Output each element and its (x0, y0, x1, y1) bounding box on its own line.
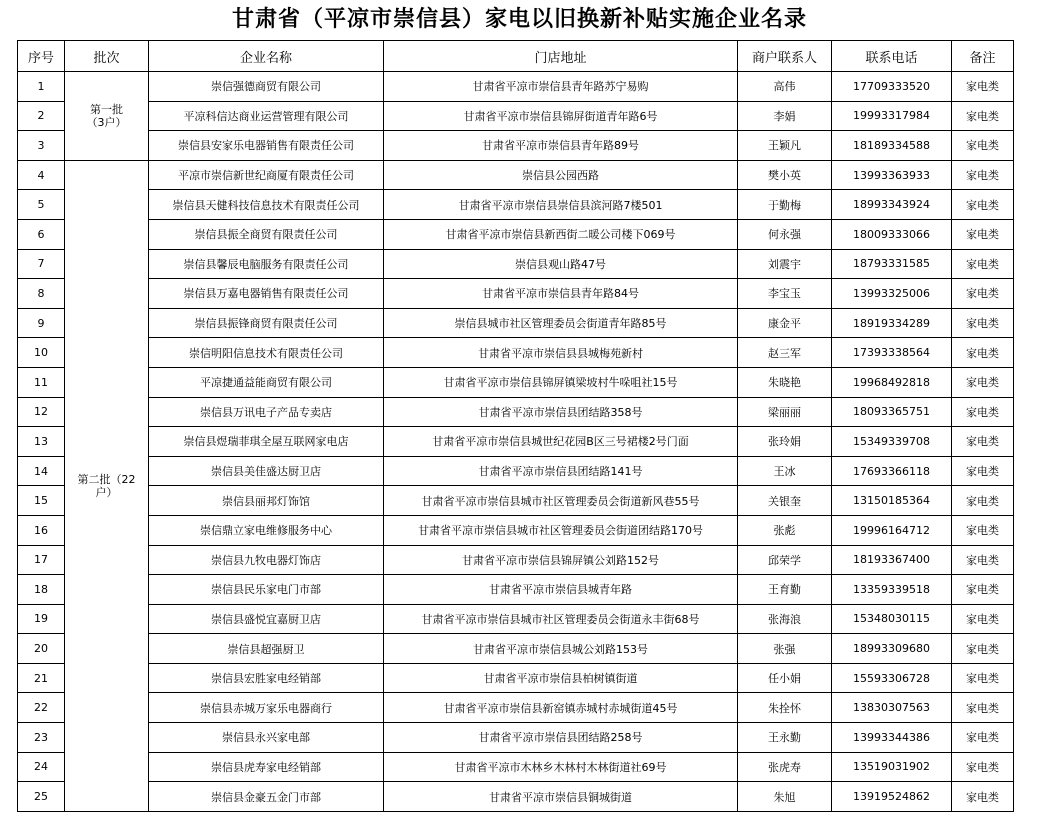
page-title: 甘肃省（平凉市崇信县）家电以旧换新补贴实施企业名录 (231, 6, 807, 32)
table-row (18, 604, 1014, 634)
row-contact: 赵三军 (738, 338, 832, 368)
row-phone: 18093365751 (832, 397, 952, 427)
row-index: 21 (18, 663, 65, 693)
row-company: 崇信县赤城万家乐电器商行 (149, 693, 384, 723)
row-contact: 樊小英 (738, 160, 832, 190)
row-company: 崇信县馨辰电脑服务有限责任公司 (149, 249, 384, 279)
row-contact: 何永强 (738, 219, 832, 249)
row-index: 11 (18, 367, 65, 397)
row-note: 家电类 (952, 249, 1014, 279)
table-row (18, 397, 1014, 427)
row-contact: 张虎寿 (738, 752, 832, 782)
row-address: 崇信县公园西路 (384, 160, 738, 190)
row-phone: 15593306728 (832, 663, 952, 693)
row-phone: 19993317984 (832, 101, 952, 131)
row-phone: 19996164712 (832, 515, 952, 545)
row-phone: 13993344386 (832, 723, 952, 753)
row-index: 24 (18, 752, 65, 782)
row-index: 7 (18, 249, 65, 279)
row-note: 家电类 (952, 752, 1014, 782)
row-company: 崇信县民乐家电门市部 (149, 575, 384, 605)
row-contact: 王永勤 (738, 723, 832, 753)
row-index: 2 (18, 101, 65, 131)
row-index: 20 (18, 634, 65, 664)
table-row (18, 693, 1014, 723)
row-index: 14 (18, 456, 65, 486)
row-phone: 18919334289 (832, 308, 952, 338)
table-row (18, 575, 1014, 605)
row-company: 崇信强德商贸有限公司 (149, 72, 384, 102)
table-row (18, 515, 1014, 545)
batch-count: 户） (95, 485, 118, 499)
row-address: 甘肃省平凉市崇信县城市社区管理委员会街道团结路170号 (384, 515, 738, 545)
row-contact: 康金平 (738, 308, 832, 338)
row-contact: 刘震宇 (738, 249, 832, 279)
table-row (18, 308, 1014, 338)
row-note: 家电类 (952, 72, 1014, 102)
row-contact: 邱荣学 (738, 545, 832, 575)
row-note: 家电类 (952, 515, 1014, 545)
row-contact: 张海浪 (738, 604, 832, 634)
row-phone: 13150185364 (832, 486, 952, 516)
batch-cell-second (65, 160, 149, 811)
row-phone: 15348030115 (832, 604, 952, 634)
row-note: 家电类 (952, 131, 1014, 161)
row-phone: 13359339518 (832, 575, 952, 605)
row-index: 16 (18, 515, 65, 545)
table-row (18, 131, 1014, 161)
row-phone: 18993343924 (832, 190, 952, 220)
header-index: 序号 (18, 41, 65, 72)
row-note: 家电类 (952, 308, 1014, 338)
row-index: 10 (18, 338, 65, 368)
row-index: 12 (18, 397, 65, 427)
row-index: 17 (18, 545, 65, 575)
table-row (18, 249, 1014, 279)
row-phone: 18793331585 (832, 249, 952, 279)
row-index: 6 (18, 219, 65, 249)
row-note: 家电类 (952, 663, 1014, 693)
row-address: 甘肃省平凉市崇信县城公刘路153号 (384, 634, 738, 664)
row-index: 23 (18, 723, 65, 753)
row-address: 甘肃省平凉市崇信县团结路358号 (384, 397, 738, 427)
row-note: 家电类 (952, 693, 1014, 723)
row-company: 崇信县超强厨卫 (149, 634, 384, 664)
row-address: 甘肃省平凉市崇信县崇信县滨河路7楼501 (384, 190, 738, 220)
row-index: 15 (18, 486, 65, 516)
table-row (18, 427, 1014, 457)
row-company: 崇信鼎立家电维修服务中心 (149, 515, 384, 545)
row-contact: 朱拴怀 (738, 693, 832, 723)
row-address: 甘肃省平凉市崇信县团结路258号 (384, 723, 738, 753)
row-index: 22 (18, 693, 65, 723)
row-note: 家电类 (952, 634, 1014, 664)
row-contact: 关银奎 (738, 486, 832, 516)
row-contact: 任小娟 (738, 663, 832, 693)
row-note: 家电类 (952, 338, 1014, 368)
row-note: 家电类 (952, 456, 1014, 486)
row-note: 家电类 (952, 160, 1014, 190)
row-contact: 王育勤 (738, 575, 832, 605)
row-phone: 13519031902 (832, 752, 952, 782)
header-company: 企业名称 (149, 41, 384, 72)
row-note: 家电类 (952, 279, 1014, 309)
row-note: 家电类 (952, 101, 1014, 131)
row-company: 崇信县九牧电器灯饰店 (149, 545, 384, 575)
row-index: 25 (18, 782, 65, 812)
row-phone: 18993309680 (832, 634, 952, 664)
row-note: 家电类 (952, 782, 1014, 812)
row-address: 甘肃省平凉市木林乡木林村木林街道社69号 (384, 752, 738, 782)
row-company: 崇信县振锋商贸有限责任公司 (149, 308, 384, 338)
row-address: 甘肃省平凉市崇信县新窑镇赤城村赤城街道45号 (384, 693, 738, 723)
row-phone: 13993363933 (832, 160, 952, 190)
table-body (18, 72, 1014, 812)
table-row (18, 190, 1014, 220)
row-index: 19 (18, 604, 65, 634)
row-company: 崇信县丽邦灯饰馆 (149, 486, 384, 516)
table-row (18, 486, 1014, 516)
batch-cell-first (65, 72, 149, 161)
table-row (18, 545, 1014, 575)
row-address: 甘肃省平凉市崇信县锦屏镇梁坡村牛哚咀社15号 (384, 367, 738, 397)
row-address: 甘肃省平凉市崇信县城市社区管理委员会街道永丰街68号 (384, 604, 738, 634)
row-company: 崇信县万讯电子产品专卖店 (149, 397, 384, 427)
row-note: 家电类 (952, 427, 1014, 457)
row-address: 甘肃省平凉市崇信县柏树镇街道 (384, 663, 738, 693)
table-row (18, 663, 1014, 693)
row-address: 甘肃省平凉市崇信县锦屏镇公刘路152号 (384, 545, 738, 575)
row-company: 崇信县振全商贸有限责任公司 (149, 219, 384, 249)
row-company: 崇信县天健科技信息技术有限责任公司 (149, 190, 384, 220)
row-company: 崇信县宏胜家电经销部 (149, 663, 384, 693)
row-phone: 18189334588 (832, 131, 952, 161)
header-note: 备注 (952, 41, 1014, 72)
table-row (18, 752, 1014, 782)
table-row (18, 160, 1014, 190)
row-contact: 朱晓艳 (738, 367, 832, 397)
row-contact: 李宝玉 (738, 279, 832, 309)
row-index: 9 (18, 308, 65, 338)
row-company: 崇信县安家乐电器销售有限责任公司 (149, 131, 384, 161)
row-address: 甘肃省平凉市崇信县锦屏街道青年路6号 (384, 101, 738, 131)
table-row (18, 279, 1014, 309)
table-row (18, 338, 1014, 368)
row-phone: 18009333066 (832, 219, 952, 249)
table-row (18, 456, 1014, 486)
row-phone: 13919524862 (832, 782, 952, 812)
table-row (18, 367, 1014, 397)
row-index: 18 (18, 575, 65, 605)
row-phone: 19968492818 (832, 367, 952, 397)
row-note: 家电类 (952, 367, 1014, 397)
row-address: 甘肃省平凉市崇信县青年路89号 (384, 131, 738, 161)
batch-label: 第一批 (90, 102, 123, 116)
row-company: 崇信县美佳盛达厨卫店 (149, 456, 384, 486)
table-row (18, 72, 1014, 102)
row-address: 甘肃省平凉市崇信县铜城街道 (384, 782, 738, 812)
row-contact: 梁丽丽 (738, 397, 832, 427)
header-row (18, 41, 1014, 72)
row-address: 崇信县观山路47号 (384, 249, 738, 279)
row-company: 平凉科信达商业运营管理有限公司 (149, 101, 384, 131)
row-phone: 13830307563 (832, 693, 952, 723)
row-company: 崇信县盛悦宜嘉厨卫店 (149, 604, 384, 634)
row-note: 家电类 (952, 486, 1014, 516)
table-row (18, 782, 1014, 812)
row-contact: 王颖凡 (738, 131, 832, 161)
row-note: 家电类 (952, 219, 1014, 249)
row-company: 崇信县永兴家电部 (149, 723, 384, 753)
row-address: 甘肃省平凉市崇信县青年路苏宁易购 (384, 72, 738, 102)
row-note: 家电类 (952, 190, 1014, 220)
row-address: 甘肃省平凉市崇信县城市社区管理委员会街道新风巷55号 (384, 486, 738, 516)
row-contact: 王冰 (738, 456, 832, 486)
row-phone: 17393338564 (832, 338, 952, 368)
row-phone: 18193367400 (832, 545, 952, 575)
row-index: 13 (18, 427, 65, 457)
row-company: 崇信县虎寿家电经销部 (149, 752, 384, 782)
row-contact: 李娟 (738, 101, 832, 131)
header-contact: 商户联系人 (738, 41, 832, 72)
row-address: 甘肃省平凉市崇信县青年路84号 (384, 279, 738, 309)
row-company: 崇信县金豪五金门市部 (149, 782, 384, 812)
row-contact: 张彪 (738, 515, 832, 545)
row-address: 甘肃省平凉市崇信县城世纪花园B区三号裙楼2号门面 (384, 427, 738, 457)
row-contact: 高伟 (738, 72, 832, 102)
row-address: 崇信县城市社区管理委员会街道青年路85号 (384, 308, 738, 338)
row-contact: 张玲娟 (738, 427, 832, 457)
row-note: 家电类 (952, 545, 1014, 575)
header-batch: 批次 (65, 41, 149, 72)
row-contact: 朱旭 (738, 782, 832, 812)
table-row (18, 634, 1014, 664)
row-address: 甘肃省平凉市崇信县团结路141号 (384, 456, 738, 486)
row-company: 平凉市崇信新世纪商厦有限责任公司 (149, 160, 384, 190)
row-note: 家电类 (952, 397, 1014, 427)
row-index: 3 (18, 131, 65, 161)
row-address: 甘肃省平凉市崇信县新西街二暖公司楼下069号 (384, 219, 738, 249)
row-index: 5 (18, 190, 65, 220)
batch-count: （3户） (86, 115, 127, 129)
row-phone: 15349339708 (832, 427, 952, 457)
enterprise-table (17, 40, 1014, 812)
row-contact: 张强 (738, 634, 832, 664)
row-address: 甘肃省平凉市崇信县城青年路 (384, 575, 738, 605)
row-address: 甘肃省平凉市崇信县县城梅苑新村 (384, 338, 738, 368)
row-company: 崇信明阳信息技术有限责任公司 (149, 338, 384, 368)
row-phone: 13993325006 (832, 279, 952, 309)
batch-label: 第二批（22 (77, 472, 136, 486)
row-company: 平凉捷通益能商贸有限公司 (149, 367, 384, 397)
row-phone: 17709333520 (832, 72, 952, 102)
row-index: 1 (18, 72, 65, 102)
row-company: 崇信县万嘉电器销售有限责任公司 (149, 279, 384, 309)
row-note: 家电类 (952, 575, 1014, 605)
table-row (18, 219, 1014, 249)
row-index: 4 (18, 160, 65, 190)
table-row (18, 101, 1014, 131)
row-note: 家电类 (952, 604, 1014, 634)
row-phone: 17693366118 (832, 456, 952, 486)
row-index: 8 (18, 279, 65, 309)
row-contact: 于勤梅 (738, 190, 832, 220)
row-note: 家电类 (952, 723, 1014, 753)
row-company: 崇信县煜瑞菲琪全屋互联网家电店 (149, 427, 384, 457)
header-address: 门店地址 (384, 41, 738, 72)
header-phone: 联系电话 (832, 41, 952, 72)
table-row (18, 723, 1014, 753)
